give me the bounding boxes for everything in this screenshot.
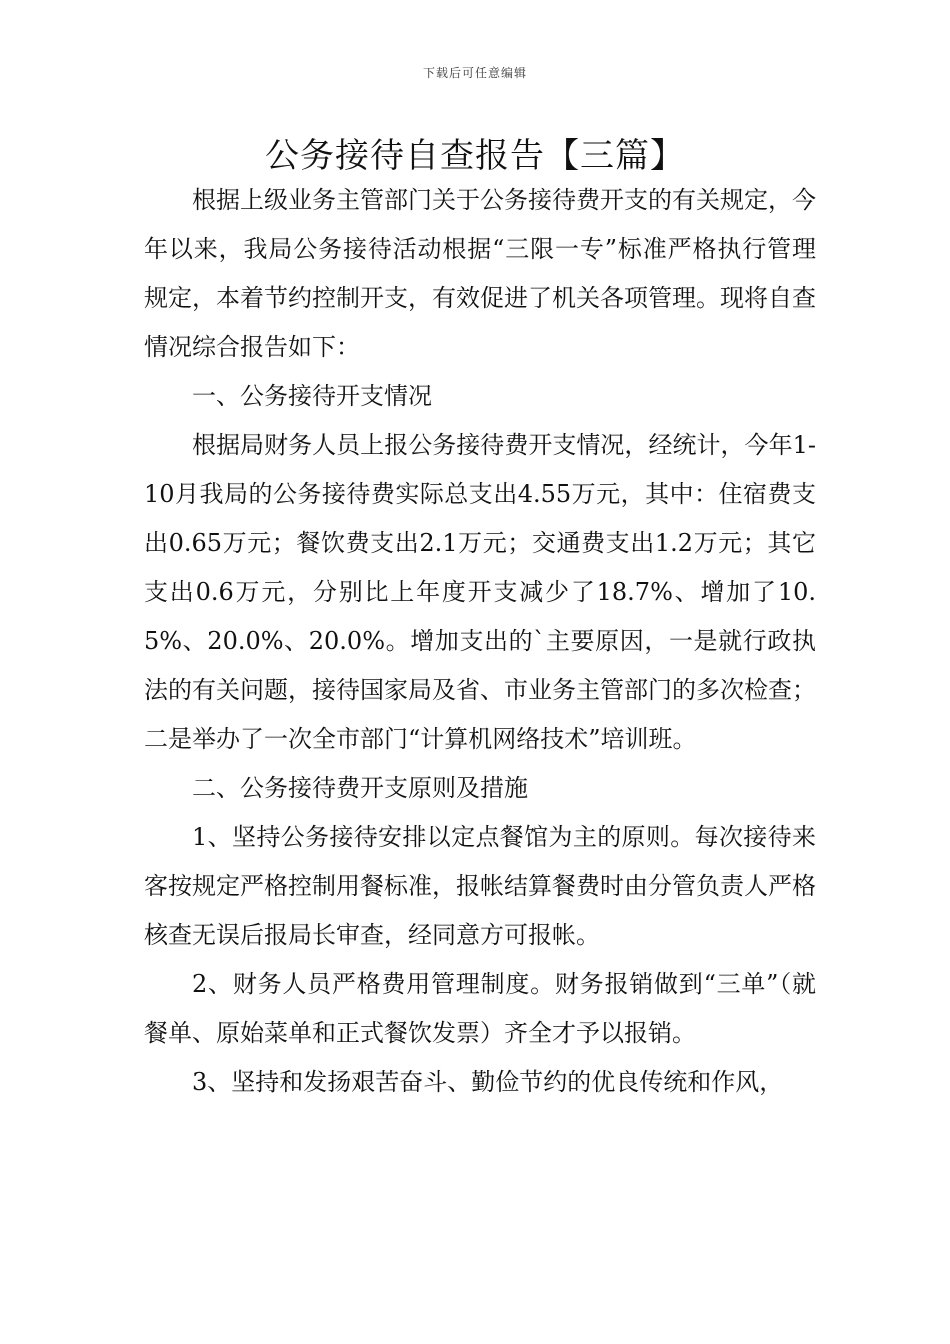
- paragraph-intro: 根据上级业务主管部门关于公务接待费开支的有关规定，今年以来，我局公务接待活动根据“三限一专”标准严格执行管理规定，本着节约控制开支，有效促进了机关各项管理。现将自查情况综合报告如下：: [144, 186, 816, 361]
- document-body: [144, 176, 816, 1107]
- section-heading-1: 一、公务接待开支情况: [192, 382, 432, 410]
- paragraph-measure-3: 3、坚持和发扬艰苦奋斗、勤俭节约的优良传统和作风，: [192, 1068, 784, 1096]
- document-title: 公务接待自查报告【三篇】: [265, 136, 685, 176]
- section-heading-2: 二、公务接待费开支原则及措施: [192, 774, 528, 802]
- paragraph-measure-2: 2、财务人员严格费用管理制度。财务报销做到“三单”（就餐单、原始菜单和正式餐饮发票）齐全才予以报销。: [144, 970, 816, 1047]
- header-note: 下载后可任意编辑: [422, 66, 527, 80]
- paragraph-measure-1: 1、坚持公务接待安排以定点餐馆为主的原则。每次接待来客按规定严格控制用餐标准，报帐结算餐费时由分管负责人严格核查无误后报局长审查，经同意方可报帐。: [144, 823, 816, 949]
- paragraph-expenses: 根据局财务人员上报公务接待费开支情况，经统计，今年1-10月我局的公务接待费实际总支出4.55万元，其中：住宿费支出0.65万元；餐饮费支出2.1万元；交通费支出1.2万元；其它支出0.6万元，分别比上年度开支减少了18.7%、增加了10.5%、20.0%、20.0%。增加支出的`主要原因，一是就行政执法的有关问题，接待国家局及省、市业务主管部门的多次检查；二是举办了一次全市部门“计算机网络技术”培训班。: [144, 431, 816, 753]
